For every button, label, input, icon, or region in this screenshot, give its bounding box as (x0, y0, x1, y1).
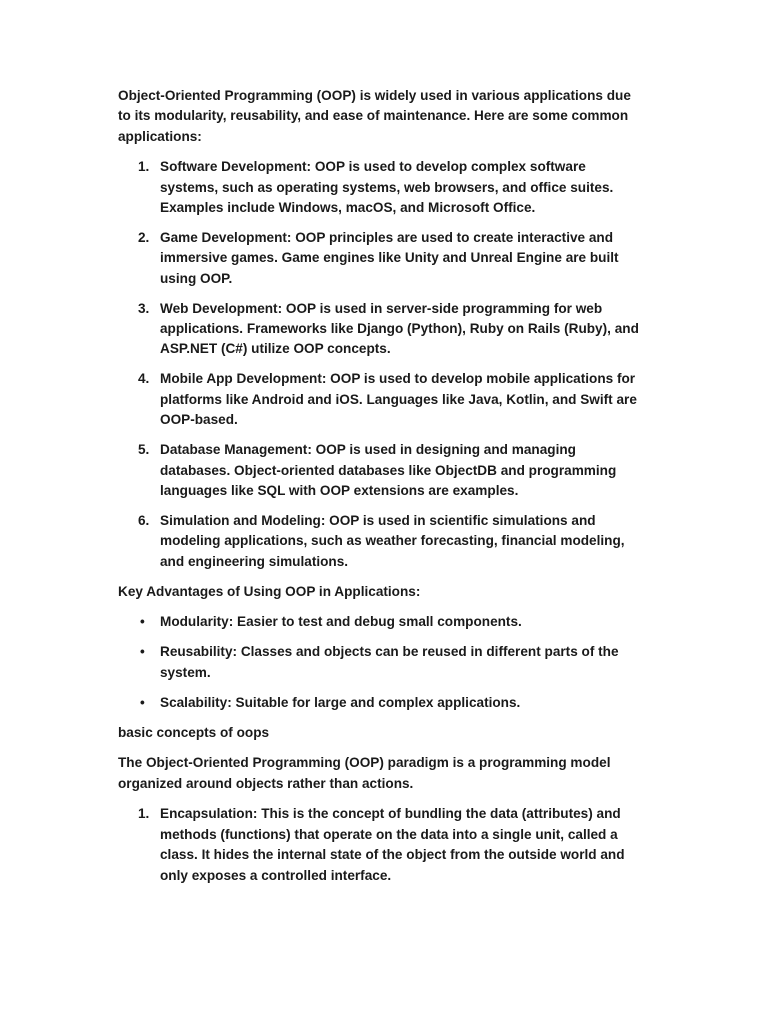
bullet-icon: • (140, 644, 145, 660)
list-item-text: Database Management: OOP is used in designing and managing databases. Object-oriented databases like ObjectDB and programming languages like SQL with OOP extensions are examples. (160, 442, 617, 498)
advantages-list (118, 612, 643, 713)
list-item (118, 157, 643, 218)
list-item-text: Modularity: Easier to test and debug small components. (160, 614, 522, 630)
list-number: 1. (138, 159, 150, 175)
list-item (118, 440, 643, 501)
list-item-text: Simulation and Modeling: OOP is used in scientific simulations and modeling applications, such as weather forecasting, financial modeling, and engineering simulations. (160, 512, 625, 569)
list-item-text: Game Development: OOP principles are used to create interactive and immersive games. Game engines like Unity and Unreal Engine are built using OOP. (160, 229, 619, 286)
paradigm-paragraph: The Object-Oriented Programming (OOP) paradigm is a programming model organized around objects rather than actions. (118, 755, 611, 791)
list-item (118, 612, 643, 632)
list-item-text: Web Development: OOP is used in server-side programming for web applications. Frameworks like Django (Python), Ruby on Rails (Ruby), and ASP.NET (C#) utilize OOP concepts. (160, 300, 639, 357)
list-item-text: Scalability: Suitable for large and complex applications. (160, 694, 521, 710)
list-item (118, 369, 643, 430)
list-item (118, 693, 643, 713)
document-page (118, 86, 643, 896)
list-number: 2. (138, 229, 150, 245)
list-item-text: Encapsulation: This is the concept of bundling the data (attributes) and methods (functions) that operate on the data into a single unit, called a class. It hides the internal state of the object from the outside world and only exposes a controlled interface. (160, 806, 625, 883)
concepts-list (118, 804, 643, 886)
list-item (118, 511, 643, 572)
list-number: 3. (138, 300, 150, 316)
concepts-heading: basic concepts of oops (118, 725, 270, 741)
list-number: 4. (138, 371, 150, 387)
list-number: 5. (138, 442, 150, 458)
list-number: 1. (138, 806, 150, 822)
list-item-text: Software Development: OOP is used to develop complex software systems, such as operating systems, web browsers, and office suites. Examples include Windows, macOS, and Microsoft Office. (160, 159, 614, 216)
advantages-heading: Key Advantages of Using OOP in Applications: (118, 584, 421, 600)
list-item (118, 804, 643, 886)
bullet-icon: • (140, 614, 145, 630)
bullet-icon: • (140, 694, 145, 710)
list-item (118, 299, 643, 360)
list-item-text: Reusability: Classes and objects can be reused in different parts of the system. (160, 644, 619, 680)
intro-paragraph: Object-Oriented Programming (OOP) is widely used in various applications due to its modularity, reusability, and ease of maintenance. Here are some common applications: (118, 88, 631, 144)
list-number: 6. (138, 512, 150, 528)
list-item-text: Mobile App Development: OOP is used to develop mobile applications for platforms like Android and iOS. Languages like Java, Kotlin, and Swift are OOP-based. (160, 371, 637, 428)
list-item (118, 642, 643, 683)
applications-list (118, 157, 643, 572)
list-item (118, 228, 643, 289)
